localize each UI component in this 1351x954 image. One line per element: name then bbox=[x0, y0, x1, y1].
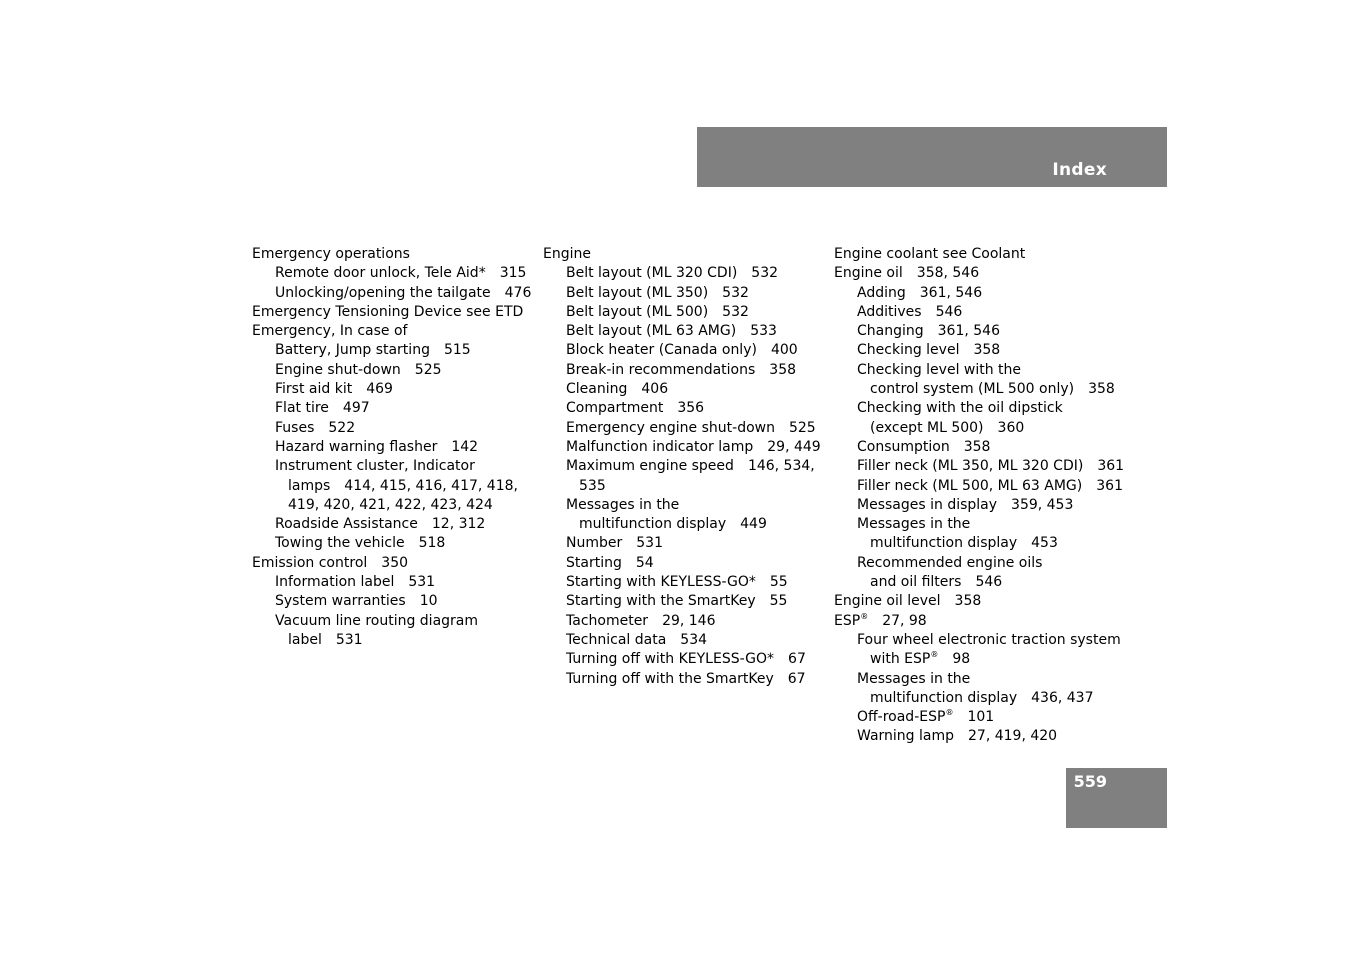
index-page-ref: 358 bbox=[963, 438, 991, 455]
index-entry bbox=[252, 361, 531, 380]
index-entry bbox=[252, 303, 531, 322]
index-term: Off-road-ESP bbox=[857, 709, 946, 726]
index-entry bbox=[834, 303, 1124, 322]
index-entry bbox=[543, 245, 821, 264]
index-term: Number bbox=[566, 535, 623, 552]
index-entry bbox=[834, 341, 1124, 360]
index-term: Filler neck (ML 350, ML 320 CDI) bbox=[857, 458, 1084, 475]
index-entry bbox=[834, 477, 1124, 496]
index-term: Unlocking/opening the tailgate bbox=[275, 284, 491, 301]
index-page-ref: 449 bbox=[740, 516, 767, 533]
index-term: Warning lamp bbox=[857, 728, 955, 745]
index-entry bbox=[834, 264, 1124, 283]
index-page-ref: 358 bbox=[954, 593, 982, 610]
index-term: Vacuum line routing diagram bbox=[275, 612, 479, 629]
index-term: Additives bbox=[857, 303, 922, 320]
index-page-ref: 358 bbox=[769, 361, 797, 378]
index-page-ref: 414, 415, 416, 417, 418, bbox=[344, 477, 518, 494]
index-entry bbox=[252, 534, 531, 553]
index-entry bbox=[834, 419, 1124, 438]
index-page-ref: 350 bbox=[381, 554, 409, 571]
index-term: ESP bbox=[834, 612, 861, 629]
index-term: Belt layout (ML 350) bbox=[566, 284, 709, 301]
index-term: control system (ML 500 only) bbox=[870, 381, 1075, 398]
index-page-ref: 27, 98 bbox=[882, 612, 927, 629]
index-column-1 bbox=[252, 245, 531, 650]
index-entry bbox=[543, 284, 821, 303]
registered-mark: ® bbox=[860, 611, 869, 621]
index-page-ref: 546 bbox=[935, 303, 963, 320]
index-entry bbox=[252, 554, 531, 573]
index-term: Checking level with the bbox=[857, 361, 1022, 378]
index-page-ref: 361 bbox=[1097, 458, 1125, 475]
index-term: Instrument cluster, Indicator bbox=[275, 458, 475, 475]
index-entry bbox=[834, 496, 1124, 515]
index-entry bbox=[834, 284, 1124, 303]
index-entry bbox=[252, 457, 531, 476]
index-term: Engine bbox=[543, 246, 591, 262]
index-page-ref: 453 bbox=[1031, 535, 1058, 552]
page-number-box bbox=[1066, 768, 1167, 828]
index-page-ref: 54 bbox=[635, 554, 654, 571]
index-entry bbox=[252, 399, 531, 418]
registered-mark: ® bbox=[930, 650, 939, 660]
index-term: Checking with the oil dipstick bbox=[857, 400, 1063, 417]
index-entry bbox=[543, 592, 821, 611]
index-term: Messages in the bbox=[857, 516, 971, 533]
index-term: label bbox=[288, 631, 322, 648]
index-entry bbox=[543, 419, 821, 438]
index-page-ref: 531 bbox=[335, 631, 363, 648]
index-term: Tachometer bbox=[566, 612, 649, 629]
index-entry bbox=[252, 496, 531, 515]
index-term: Belt layout (ML 500) bbox=[566, 303, 709, 320]
index-term: Emergency engine shut-down bbox=[566, 419, 775, 436]
index-entry bbox=[834, 670, 1124, 689]
index-term: Hazard warning flasher bbox=[275, 438, 438, 455]
index-page-ref: 29, 449 bbox=[767, 438, 821, 455]
index-column-3 bbox=[834, 245, 1124, 747]
index-page-ref: 525 bbox=[788, 419, 816, 436]
index-page-ref: 361, 546 bbox=[919, 284, 983, 301]
index-entry bbox=[543, 380, 821, 399]
index-entry bbox=[834, 534, 1124, 553]
index-term: Emergency, In case of bbox=[252, 323, 408, 340]
index-page-ref: 142 bbox=[451, 438, 479, 455]
index-entry bbox=[252, 284, 531, 303]
index-page-ref: 406 bbox=[641, 381, 669, 398]
index-term: Towing the vehicle bbox=[275, 535, 405, 552]
index-entry bbox=[252, 245, 531, 264]
index-entry bbox=[834, 457, 1124, 476]
index-entry bbox=[543, 515, 821, 534]
index-term: Starting bbox=[566, 554, 622, 571]
index-entry bbox=[252, 322, 531, 341]
index-entry bbox=[834, 322, 1124, 341]
index-term: Cleaning bbox=[566, 381, 628, 398]
index-entry bbox=[543, 477, 821, 496]
index-term: multifunction display bbox=[579, 516, 727, 533]
index-page-ref: 356 bbox=[677, 400, 705, 417]
index-entry bbox=[543, 322, 821, 341]
index-term: Consumption bbox=[857, 438, 950, 455]
index-term: Fuses bbox=[275, 419, 315, 436]
index-term: Turning off with KEYLESS-GO* bbox=[566, 651, 775, 668]
index-term: 419, 420, 421, 422, 423, 424 bbox=[288, 496, 493, 513]
index-entry bbox=[834, 245, 1124, 264]
index-page-ref: 515 bbox=[443, 342, 471, 359]
index-page-ref: 315 bbox=[499, 265, 527, 282]
index-page-ref: 98 bbox=[952, 651, 971, 668]
index-term: Belt layout (ML 63 AMG) bbox=[566, 323, 737, 340]
index-term: Battery, Jump starting bbox=[275, 342, 430, 359]
index-page-ref: 531 bbox=[636, 535, 663, 552]
index-term: Engine oil bbox=[834, 265, 903, 282]
index-term: Messages in the bbox=[857, 670, 971, 687]
index-entry bbox=[543, 361, 821, 380]
index-term: Emission control bbox=[252, 554, 368, 571]
index-entry bbox=[252, 592, 531, 611]
index-page-ref: 360 bbox=[997, 419, 1025, 436]
index-page-ref: 436, 437 bbox=[1031, 689, 1094, 706]
index-entry bbox=[252, 419, 531, 438]
index-page-ref: 358 bbox=[1088, 381, 1115, 398]
index-term: Information label bbox=[275, 574, 395, 591]
index-entry bbox=[252, 264, 531, 283]
index-page-ref: 522 bbox=[328, 419, 356, 436]
index-entry bbox=[834, 612, 1124, 631]
index-term: Block heater (Canada only) bbox=[566, 342, 757, 359]
index-entry bbox=[834, 438, 1124, 457]
index-entry bbox=[543, 631, 821, 650]
index-term: and oil filters bbox=[870, 574, 962, 591]
index-entry bbox=[543, 612, 821, 631]
index-entry bbox=[543, 496, 821, 515]
index-term: Starting with KEYLESS-GO* bbox=[566, 574, 756, 591]
page-number: 559 bbox=[1073, 772, 1107, 791]
index-page-ref: 67 bbox=[787, 670, 806, 687]
index-term: Emergency operations bbox=[252, 246, 410, 262]
index-entry bbox=[252, 631, 531, 650]
index-entry bbox=[834, 399, 1124, 418]
index-page-ref: 400 bbox=[770, 342, 798, 359]
index-term: Break-in recommendations bbox=[566, 361, 756, 378]
index-term: multifunction display bbox=[870, 689, 1018, 706]
index-entry bbox=[834, 592, 1124, 611]
index-page-ref: 12, 312 bbox=[431, 516, 486, 533]
index-term: with ESP bbox=[870, 651, 931, 668]
index-entry bbox=[543, 303, 821, 322]
index-column-2 bbox=[543, 245, 821, 689]
index-term: Adding bbox=[857, 284, 906, 301]
index-term: 535 bbox=[579, 477, 606, 494]
index-term: multifunction display bbox=[870, 535, 1018, 552]
index-entry bbox=[834, 631, 1124, 650]
index-term: Emergency Tensioning Device see ETD bbox=[252, 303, 524, 320]
section-header-bar bbox=[697, 127, 1167, 187]
index-entry bbox=[834, 554, 1124, 573]
index-entry bbox=[252, 438, 531, 457]
index-page-ref: 533 bbox=[750, 323, 777, 340]
index-term: Engine shut-down bbox=[275, 361, 401, 378]
index-entry bbox=[252, 573, 531, 592]
index-term: (except ML 500) bbox=[870, 419, 984, 436]
index-entry bbox=[543, 554, 821, 573]
index-entry bbox=[543, 573, 821, 592]
index-entry bbox=[543, 438, 821, 457]
index-term: Roadside Assistance bbox=[275, 516, 418, 533]
index-entry bbox=[834, 650, 1124, 669]
index-term: First aid kit bbox=[275, 381, 353, 398]
index-term: Malfunction indicator lamp bbox=[566, 438, 754, 455]
index-term: Engine coolant see Coolant bbox=[834, 246, 1026, 262]
index-term: Starting with the SmartKey bbox=[566, 593, 756, 610]
index-entry bbox=[834, 573, 1124, 592]
index-page-ref: 497 bbox=[342, 400, 370, 417]
index-entry bbox=[252, 341, 531, 360]
index-entry bbox=[252, 612, 531, 631]
index-page-ref: 27, 419, 420 bbox=[968, 728, 1058, 745]
index-term: Messages in display bbox=[857, 496, 998, 513]
index-page-ref: 55 bbox=[769, 574, 788, 591]
index-term: Flat tire bbox=[275, 400, 329, 417]
index-term: Technical data bbox=[566, 631, 667, 648]
index-page-ref: 361, 546 bbox=[937, 323, 1000, 340]
index-page-ref: 518 bbox=[418, 535, 446, 552]
index-entry bbox=[834, 515, 1124, 534]
index-term: Engine oil level bbox=[834, 593, 941, 610]
index-term: System warranties bbox=[275, 593, 406, 610]
index-page-ref: 358, 546 bbox=[916, 265, 980, 282]
index-page-ref: 29, 146 bbox=[662, 612, 716, 629]
index-page-ref: 359, 453 bbox=[1011, 496, 1074, 513]
index-page-ref: 358 bbox=[973, 342, 1001, 359]
index-term: Checking level bbox=[857, 342, 960, 359]
registered-mark: ® bbox=[945, 708, 954, 718]
index-page-ref: 55 bbox=[769, 593, 788, 610]
index-term: lamps bbox=[288, 477, 331, 494]
index-term: Recommended engine oils bbox=[857, 554, 1043, 571]
index-page-ref: 469 bbox=[366, 381, 393, 398]
index-entry bbox=[543, 534, 821, 553]
index-page-ref: 101 bbox=[967, 709, 995, 726]
index-page-ref: 361 bbox=[1096, 477, 1123, 494]
index-entry bbox=[543, 264, 821, 283]
index-page-ref: 67 bbox=[788, 651, 806, 668]
index-page-ref: 476 bbox=[504, 284, 532, 301]
index-entry bbox=[834, 689, 1124, 708]
index-entry bbox=[252, 477, 531, 496]
index-entry bbox=[543, 399, 821, 418]
index-entry bbox=[543, 341, 821, 360]
index-term: Compartment bbox=[566, 400, 664, 417]
index-page-ref: 532 bbox=[722, 303, 749, 320]
index-entry bbox=[252, 380, 531, 399]
index-page-ref: 525 bbox=[414, 361, 442, 378]
index-page-ref: 146, 534, bbox=[747, 458, 815, 475]
index-entry bbox=[543, 457, 821, 476]
index-term: Maximum engine speed bbox=[566, 458, 734, 475]
index-page-ref: 546 bbox=[975, 574, 1003, 591]
index-entry bbox=[543, 650, 821, 669]
index-entry bbox=[252, 515, 531, 534]
index-term: Turning off with the SmartKey bbox=[566, 670, 774, 687]
index-entry bbox=[834, 727, 1124, 746]
index-entry bbox=[834, 708, 1124, 727]
index-page-ref: 10 bbox=[419, 593, 438, 610]
index-term: Remote door unlock, Tele Aid* bbox=[275, 265, 486, 282]
section-title: Index bbox=[1052, 160, 1107, 180]
index-term: Four wheel electronic traction system bbox=[857, 631, 1121, 648]
index-page-ref: 532 bbox=[751, 265, 779, 282]
index-term: Changing bbox=[857, 323, 924, 340]
index-page-ref: 534 bbox=[680, 631, 708, 648]
index-page-ref: 532 bbox=[722, 284, 749, 301]
index-entry bbox=[834, 361, 1124, 380]
index-entry bbox=[543, 670, 821, 689]
index-term: Belt layout (ML 320 CDI) bbox=[566, 265, 738, 282]
index-term: Filler neck (ML 500, ML 63 AMG) bbox=[857, 477, 1083, 494]
index-page-ref: 531 bbox=[408, 574, 436, 591]
index-term: Messages in the bbox=[566, 496, 680, 513]
index-entry bbox=[834, 380, 1124, 399]
